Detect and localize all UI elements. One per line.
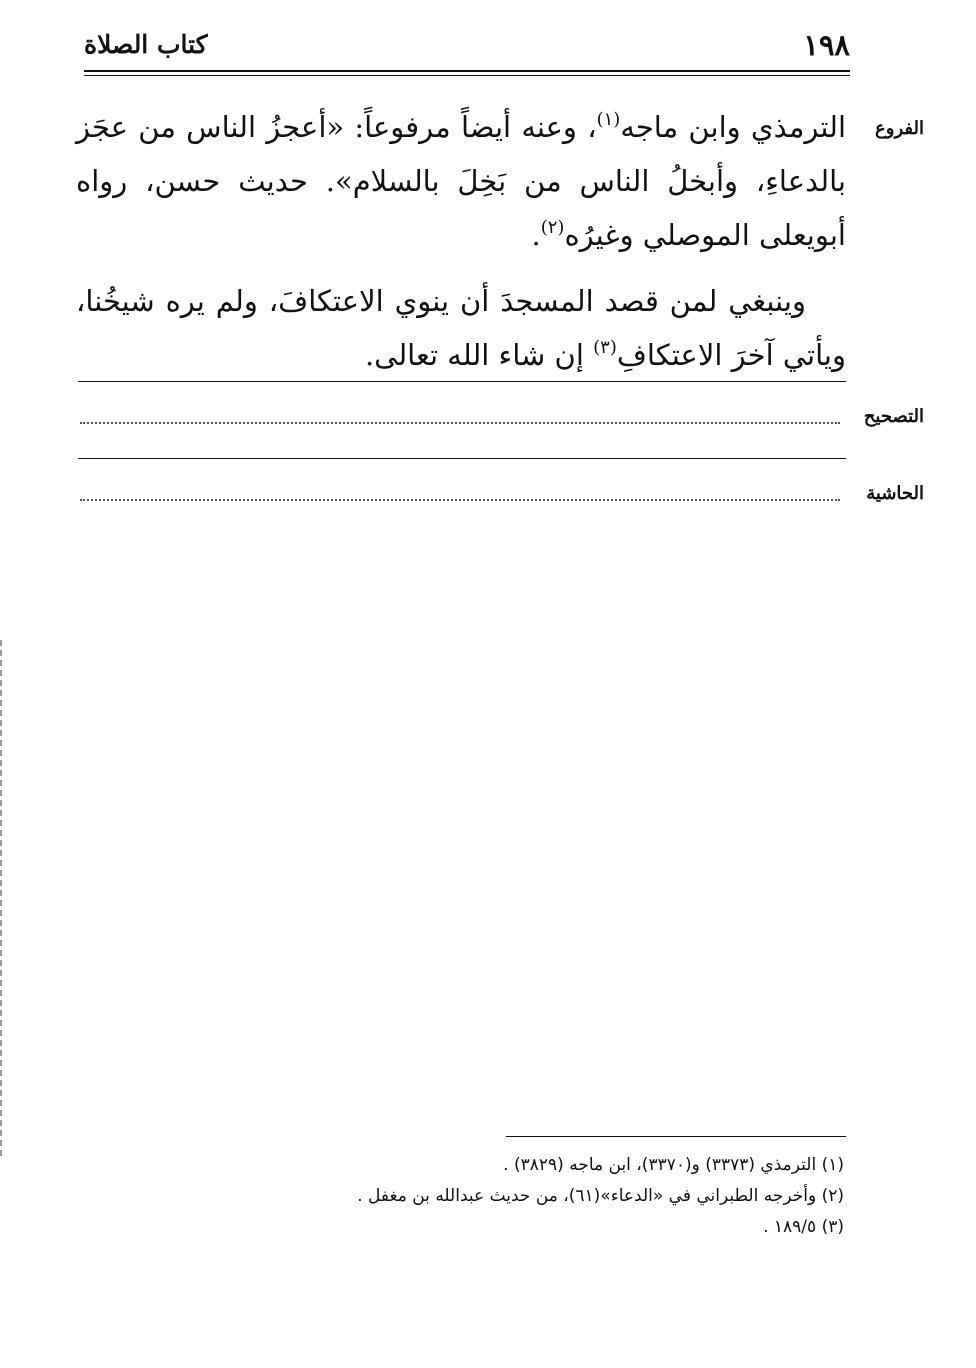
page-edge-marks — [0, 640, 2, 1160]
book-title: كتاب الصلاة — [84, 30, 208, 59]
footnote-marker-1: (١) — [596, 109, 621, 130]
page-number: ١٩٨ — [803, 28, 850, 62]
footnote-marker-3: (٣) — [593, 337, 617, 358]
paragraph-1-part-b: ، وعنه أيضاً مرفوعاً: «أعجزُ الناس من عجَز بالدعاءِ، وأبخلُ الناس من بَخِلَ بالسلام». حديث حسن، رواه أبويعلى الموصلي وغيرُه — [76, 110, 846, 252]
paragraph-1-part-a: الترمذي وابن ماجه — [620, 110, 846, 144]
paragraph-1 — [76, 100, 846, 262]
footnote-separator — [506, 1136, 846, 1137]
paragraph-2-part-a: وينبغي لمن قصد المسجدَ أن ينوي الاعتكافَ، ولم يره شيخُنا، ويأتي آخرَ الاعتكافِ — [76, 284, 846, 372]
section-rule-hashiya — [78, 458, 846, 459]
footnote-3: (٣) ١٨٩/٥ . — [763, 1217, 844, 1237]
footnotes — [300, 1150, 844, 1243]
section-rule-tashih — [78, 381, 846, 382]
main-text — [76, 100, 846, 382]
footnote-1: (١) الترمذي (٣٣٧٣) و(٣٣٧٠)، ابن ماجه (٣٨٢٩) . — [503, 1155, 844, 1175]
margin-label-tashih: التصحيح — [863, 406, 924, 427]
header-rule — [84, 70, 850, 72]
dotted-line-tashih — [80, 422, 840, 424]
footnote-2: (٢) وأخرجه الطبراني في «الدعاء»(٦١)، من حديث عبدالله بن مغفل . — [357, 1186, 844, 1206]
paragraph-1-part-c: . — [531, 218, 541, 252]
paragraph-2 — [76, 274, 846, 382]
margin-label-furu: الفروع — [875, 118, 924, 139]
header-rule-thin — [84, 75, 850, 76]
dotted-line-hashiya — [80, 499, 840, 501]
paragraph-2-part-b: إن شاء الله تعالى. — [364, 338, 594, 372]
margin-label-hashiya: الحاشية — [866, 483, 924, 504]
footnote-marker-2: (٢) — [540, 217, 565, 238]
running-header — [84, 28, 850, 72]
